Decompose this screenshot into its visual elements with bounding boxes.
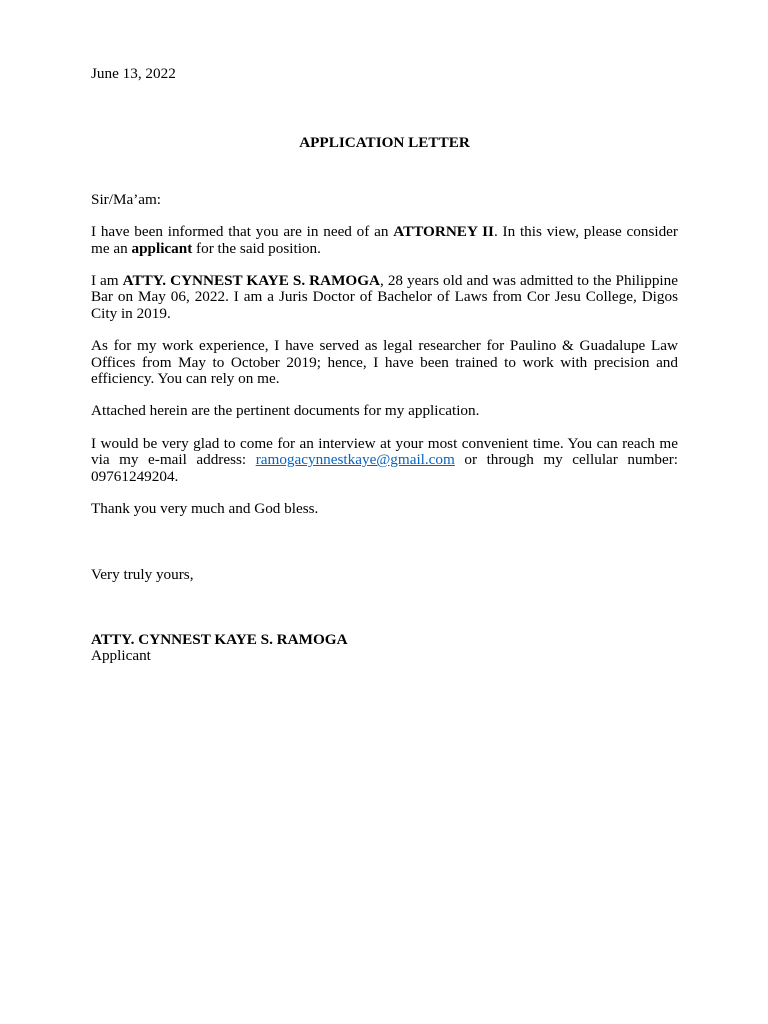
paragraph-contact-text-2: or through my cellular number: 09761249204. [91,451,678,485]
position-title: ATTORNEY II [393,223,494,241]
salutation: Sir/Ma’am: [91,190,162,208]
email-link[interactable]: ramogacynnestkaye@gmail.com [255,451,455,469]
paragraph-position [91,224,678,257]
paragraph-position-text-1: I have been informed that you are in need of an [91,223,394,241]
paragraph-background [91,273,678,322]
paragraph-attachments: Attached herein are the pertinent documents for my application. [91,402,480,420]
letter-date: June 13, 2022 [91,65,176,82]
paragraph-contact [91,436,678,485]
paragraph-contact-text-1: I would be very glad to come for an interview at your most convenient time. You can reach me via my e-mail address: [91,434,678,469]
applicant-name-inline: ATTY. CYNNEST KAYE S. RAMOGA [122,272,381,290]
paragraph-position-text-2: . In this view, please consider me an [91,223,678,257]
paragraph-background-text-2: , 28 years old and was admitted to the Philippine Bar on May 06, 2022. I am a Juris Doctor of Bachelor of Laws from Cor Jesu College, Digos City in 2019. [91,272,678,322]
paragraph-position-text-3: for the said position. [192,239,321,257]
letter-title: APPLICATION LETTER [299,134,470,152]
signature-name: ATTY. CYNNEST KAYE S. RAMOGA [91,630,348,648]
signature-block [91,632,678,665]
paragraph-thanks: Thank you very much and God bless. [91,500,319,518]
paragraph-background-text-1: I am [91,272,123,290]
paragraph-experience: As for my work experience, I have served as legal researcher for Paulino & Guadalupe Law Offices from May to October 2019; hence, I have been trained to work with precision and efficiency. You can rely on me. [91,337,678,388]
closing: Very truly yours, [91,565,194,583]
signature-role: Applicant [91,647,151,665]
letter-page [91,66,678,665]
applicant-emphasis: applicant [131,239,193,257]
